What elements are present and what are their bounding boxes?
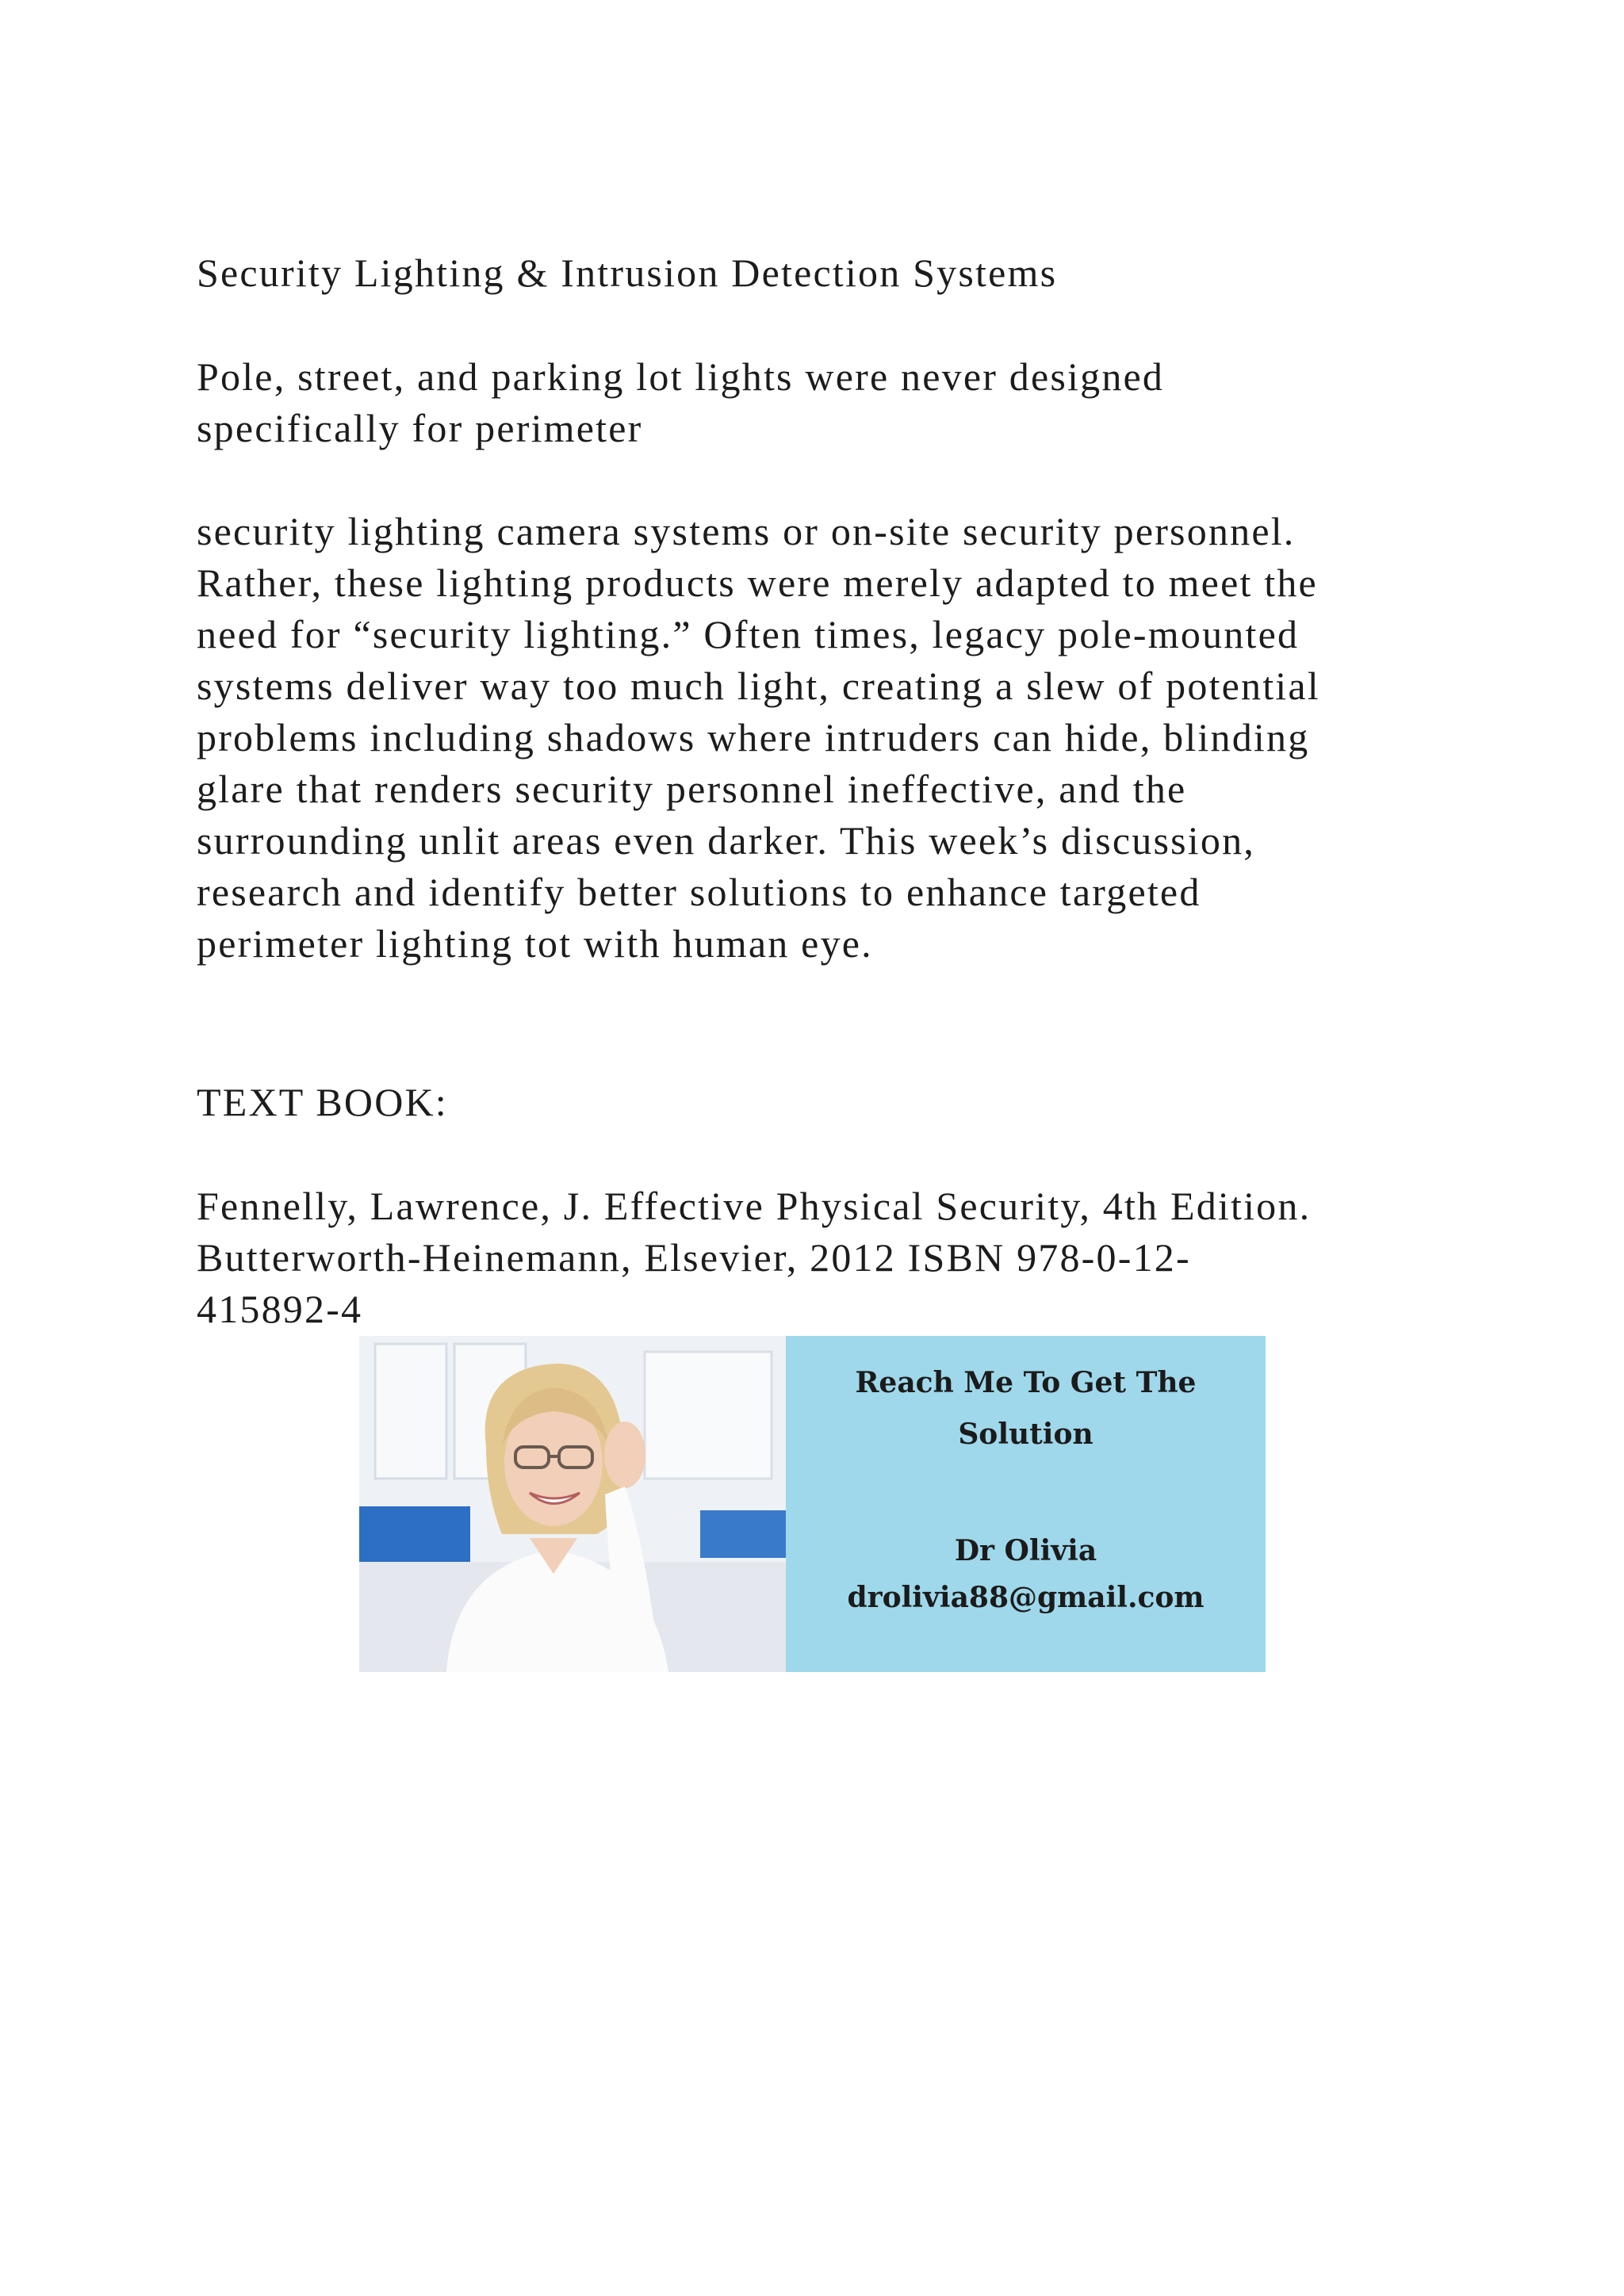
paragraph-2-line-4: systems deliver way too much light, creating a slew of potential: [197, 664, 1320, 708]
paragraph-1-line-2: specifically for perimeter: [197, 406, 643, 450]
document-title: Security Lighting & Intrusion Detection Systems: [197, 251, 1058, 295]
citation-line-2: Butterworth-Heinemann, Elsevier, 2012 ISBN 978-0-12-: [197, 1235, 1191, 1280]
paragraph-1-line-1: Pole, street, and parking lot lights were never designed: [197, 354, 1165, 399]
paragraph-2-line-5: problems including shadows where intruders can hide, blinding: [197, 715, 1310, 760]
banner-headline-line-2: Solution: [958, 1418, 1094, 1451]
woman-with-glasses-illustration: [359, 1336, 786, 1672]
banner-contact-name: Dr Olivia: [954, 1534, 1097, 1567]
paragraph-2-line-7: surrounding unlit areas even darker. This week’s discussion,: [197, 818, 1256, 863]
paragraph-2-line-9: perimeter lighting tot with human eye.: [197, 921, 873, 966]
contact-banner: [359, 1336, 1266, 1672]
citation-line-3: 415892-4: [197, 1287, 363, 1331]
paragraph-2-line-6: glare that renders security personnel ineffective, and the: [197, 767, 1187, 811]
paragraph-2-line-3: need for “security lighting.” Often times, legacy pole-mounted: [197, 612, 1300, 656]
banner-contact-panel: [786, 1336, 1266, 1672]
banner-headline-line-1: Reach Me To Get The: [855, 1366, 1197, 1399]
paragraph-2-line-8: research and identify better solutions to enhance targeted: [197, 870, 1201, 914]
citation-line-1: Fennelly, Lawrence, J. Effective Physical Security, 4th Edition.: [197, 1184, 1312, 1228]
textbook-heading: TEXT BOOK:: [197, 1080, 448, 1124]
paragraph-2-line-1: security lighting camera systems or on-site security personnel.: [197, 509, 1296, 553]
paragraph-2-line-2: Rather, these lighting products were merely adapted to meet the: [197, 561, 1318, 605]
banner-photo: [359, 1336, 786, 1672]
banner-contact-email[interactable]: drolivia88@gmail.com: [847, 1581, 1205, 1614]
